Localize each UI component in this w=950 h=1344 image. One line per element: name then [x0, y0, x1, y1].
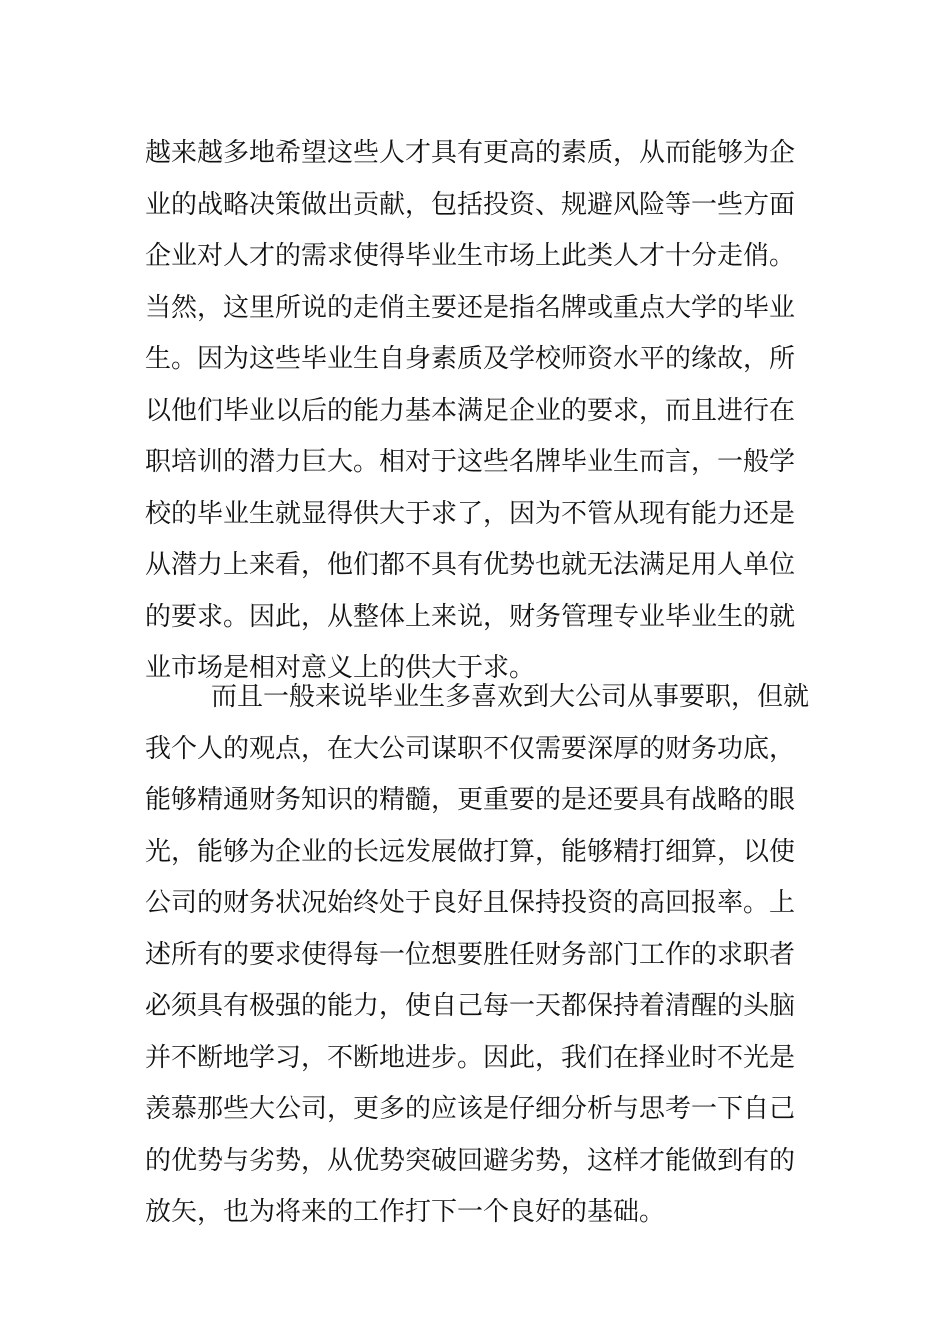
- paragraph-line: 并不断地学习，不断地进步。因此，我们在择业时不光是: [145, 1042, 796, 1073]
- paragraph-line: 以他们毕业以后的能力基本满足企业的要求，而且进行在: [145, 395, 796, 426]
- paragraph-line: 生。因为这些毕业生自身素质及学校师资水平的缘故，所: [145, 344, 796, 374]
- paragraph-line: 能够精通财务知识的精髓，更重要的是还要具有战略的眼: [145, 785, 796, 815]
- paragraph-line: 职培训的潜力巨大。相对于这些名牌毕业生而言，一般学: [145, 447, 796, 477]
- paragraph-line: 从潜力上来看，他们都不具有优势也就无法满足用人单位: [145, 550, 796, 580]
- paragraph-1: [145, 128, 825, 695]
- paragraph-line: 业的战略决策做出贡献，包括投资、规避风险等一些方面: [145, 189, 796, 220]
- paragraph-line: 我个人的观点，在大公司谋职不仅需要深厚的财务功底，: [145, 733, 796, 764]
- paragraph-line: 的优势与劣势，从优势突破回避劣势，这样才能做到有的: [145, 1145, 796, 1176]
- paragraph-line: 的要求。因此，从整体上来说，财务管理专业毕业生的就: [145, 601, 796, 632]
- paragraph-line: 放矢，也为将来的工作打下一个良好的基础。: [145, 1197, 666, 1227]
- paragraph-line: 业市场是相对意义上的供大于求。: [145, 653, 536, 683]
- paragraph-line-indented: 而且一般来说毕业生多喜欢到大公司从事要职，但就: [211, 682, 810, 712]
- paragraph-line: 必须具有极强的能力，使自己每一天都保持着清醒的头脑: [145, 991, 796, 1021]
- paragraph-line: 越来越多地希望这些人才具有更高的素质，从而能够为企: [145, 138, 796, 168]
- paragraph-line: 公司的财务状况始终处于良好且保持投资的高回报率。上: [145, 888, 796, 918]
- paragraph-line: 羡慕那些大公司，更多的应该是仔细分析与思考一下自己: [145, 1094, 796, 1124]
- paragraph-line: 校的毕业生就显得供大于求了，因为不管从现有能力还是: [145, 498, 796, 529]
- paragraph-line: 当然，这里所说的走俏主要还是指名牌或重点大学的毕业: [145, 292, 796, 323]
- paragraph-line: 述所有的要求使得每一位想要胜任财务部门工作的求职者: [145, 939, 796, 970]
- paragraph-line: 企业对人才的需求使得毕业生市场上此类人才十分走俏。: [145, 241, 796, 271]
- paragraph-2: [145, 672, 825, 1239]
- paragraph-line: 光，能够为企业的长远发展做打算，能够精打细算，以使: [145, 836, 796, 867]
